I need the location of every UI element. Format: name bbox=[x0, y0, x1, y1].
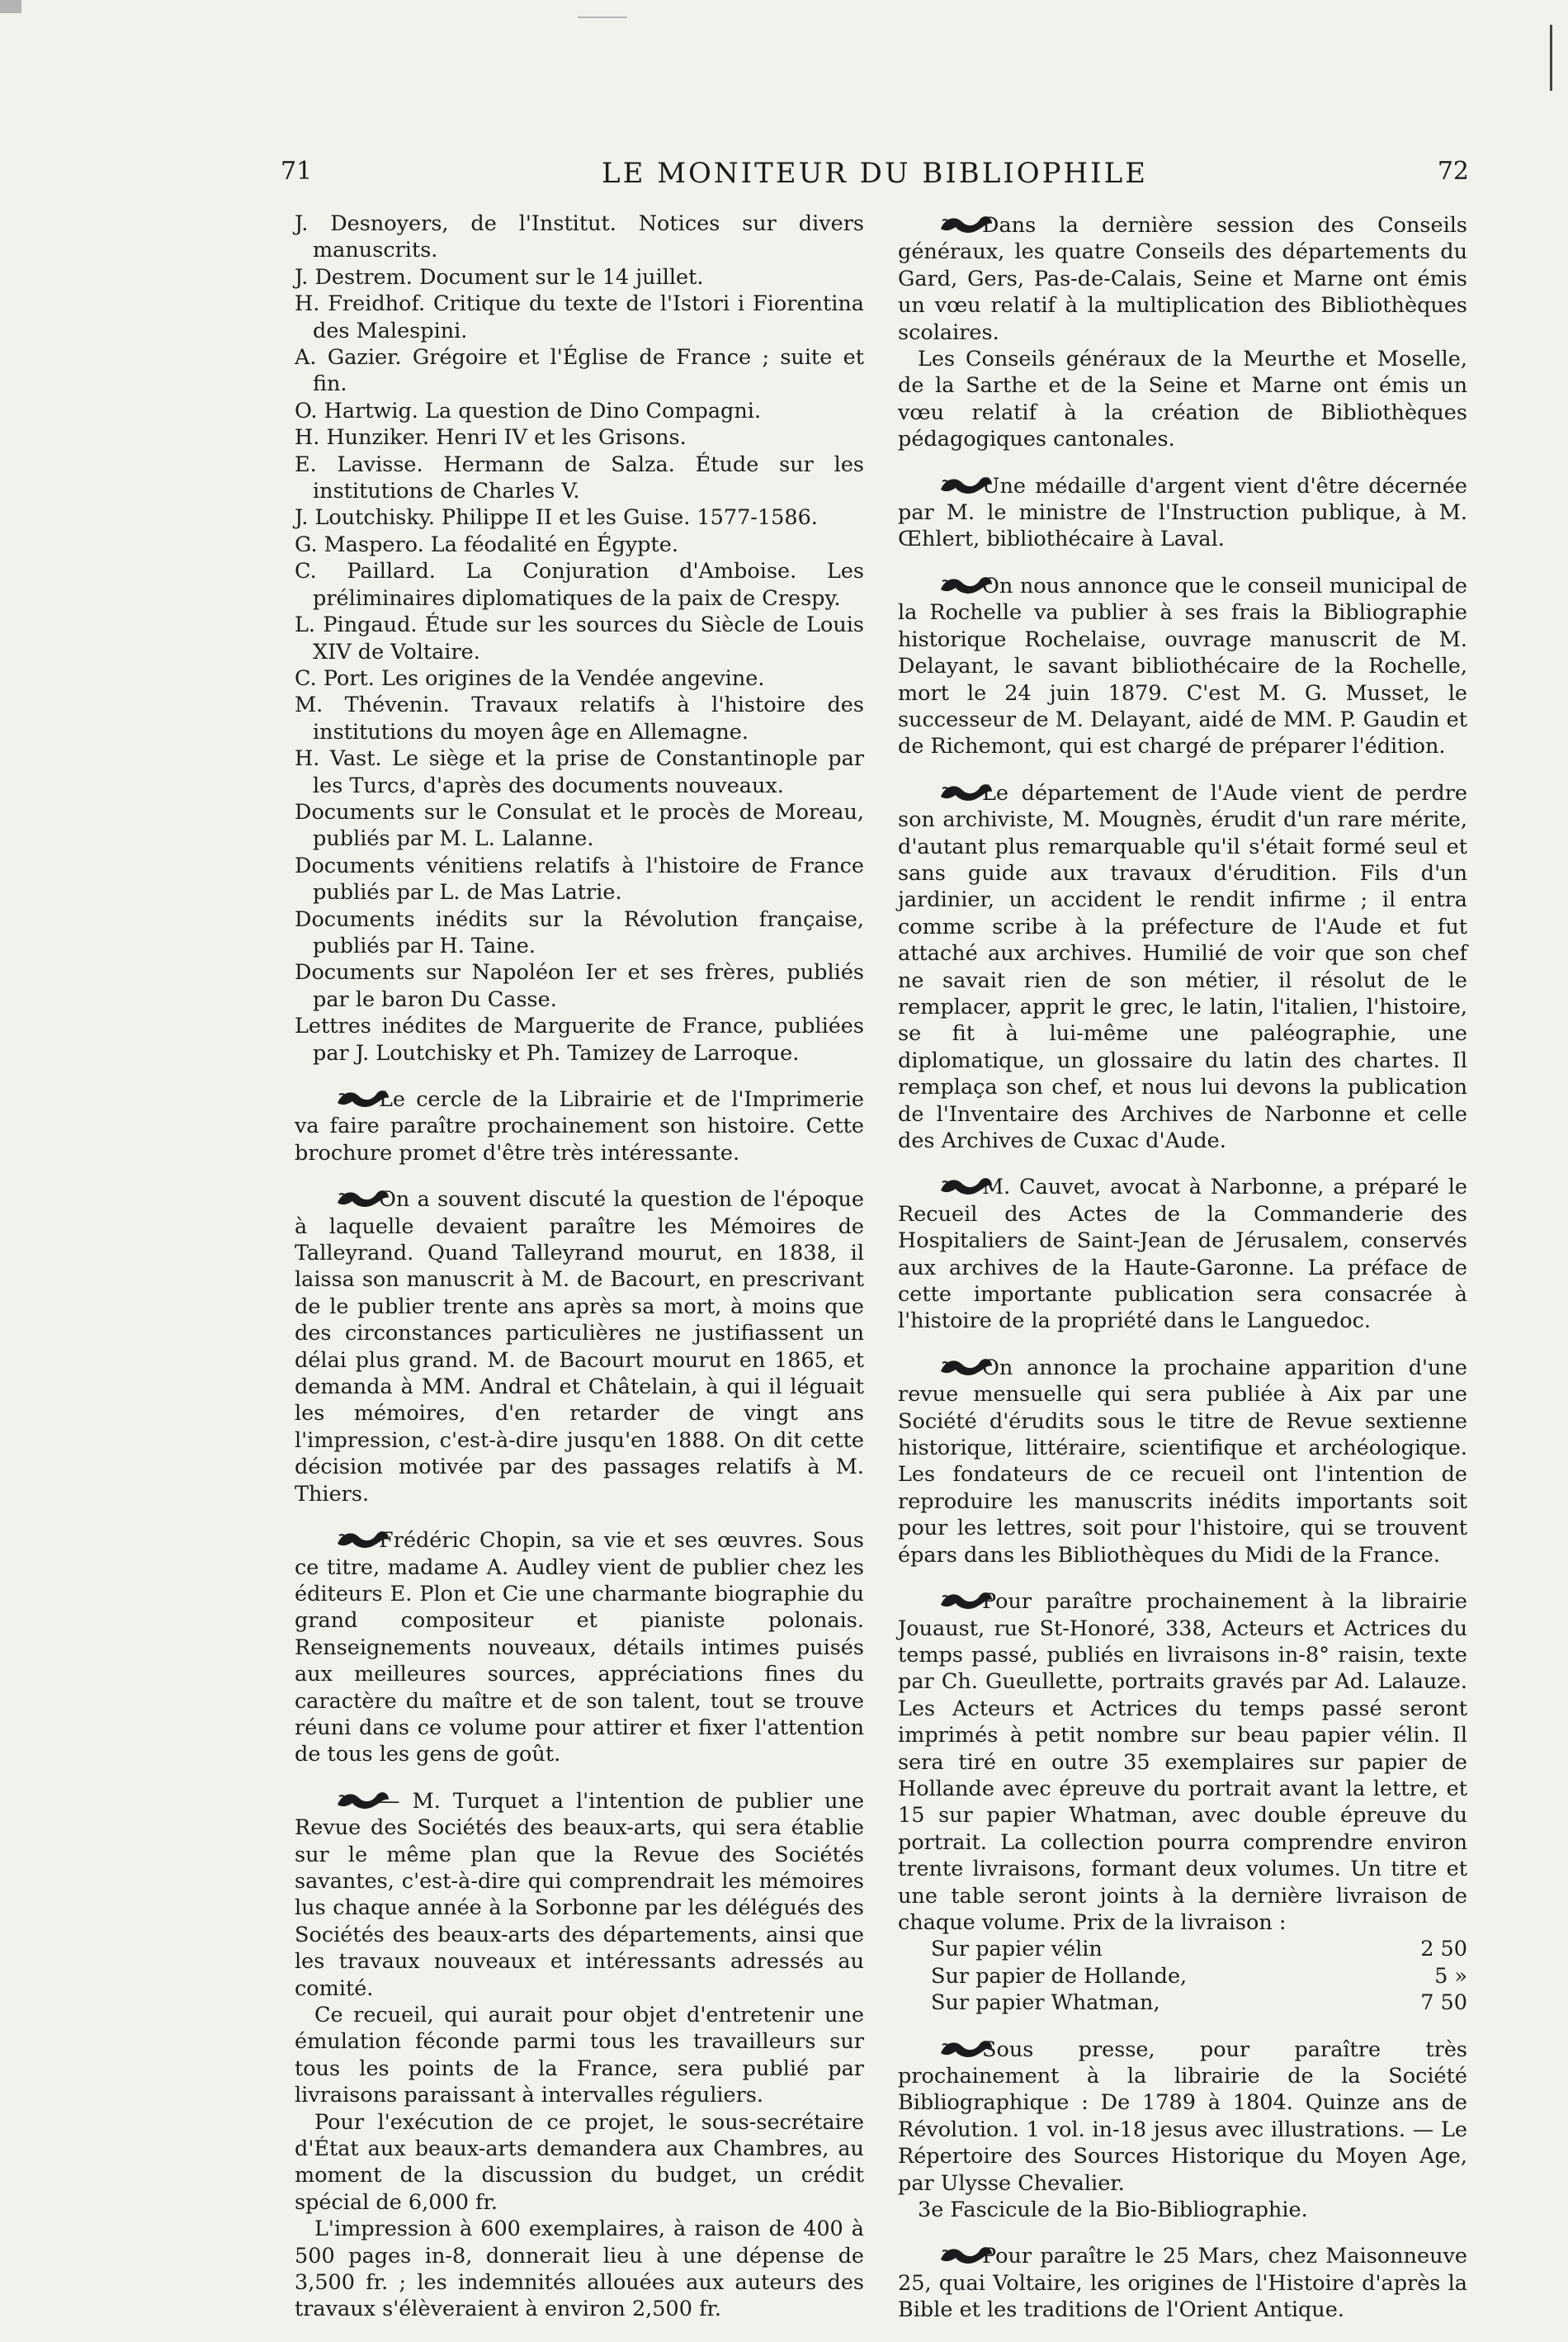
notice-sous-presse bbox=[898, 2035, 1467, 2224]
list-entry: C. Paillard. La Conjuration d'Amboise. Les préliminaires diplomatiques de la paix de Crespy. bbox=[295, 559, 864, 611]
price-list bbox=[898, 1936, 1467, 2016]
notice-paragraph: 3e Fascicule de la Bio-Bibliographie. bbox=[918, 2198, 1308, 2223]
scan-speckle bbox=[0, 0, 21, 13]
notice-text: M. Cauvet, avocat à Narbonne, a préparé le Recueil des Actes de la Commanderie des Hospitaliers de Saint-Jean de Jérusalem, conservés aux archives de la Haute-Garonne. La préface de cette importante publication sera consacrée à l'histoire de la propriété dans le Languedoc. bbox=[898, 1175, 1467, 1334]
fleuron-icon bbox=[918, 571, 975, 598]
fleuron-icon bbox=[918, 1353, 975, 1379]
list-entry: M. Thévenin. Travaux relatifs à l'histoire des institutions du moyen âge en Allemagne. bbox=[295, 693, 864, 745]
notice-aude bbox=[898, 778, 1467, 1155]
fleuron-icon bbox=[918, 471, 975, 498]
fleuron-icon bbox=[314, 1786, 372, 1813]
list-entry: Documents sur Napoléon Ier et ses frères, publiés par le baron Du Casse. bbox=[295, 960, 864, 1012]
price-value: 2 50 bbox=[1420, 1937, 1467, 1962]
notice-paragraph: Pour l'exécution de ce projet, le sous-secrétaire d'État aux beaux-arts demandera aux Chambres, au moment de la discussion du budget, un crédit spécial de 6,000 fr. bbox=[295, 2109, 864, 2215]
fleuron-icon bbox=[918, 2035, 975, 2061]
notice-text: Pour paraître le 25 Mars, chez Maisonneuve 25, quai Voltaire, les origines de l'Histoire d'après la Bible et les traditions de l'Orient Antique. bbox=[898, 2244, 1467, 2323]
fleuron-icon bbox=[314, 1085, 372, 1111]
price-row bbox=[898, 1990, 1467, 2016]
fleuron-icon bbox=[918, 211, 975, 237]
notice-text: — M. Turquet a l'intention de publier une Revue des Sociétés des beaux-arts, qui sera établie sur le même plan que la Revue des Sociétés savantes, c'est-à-dire qui comprendrait les mémoires lus chaque année à la Sorbonne par les délégués des Sociétés des beaux-arts des départements, ainsi que les travaux nouveaux et intéressants adressés au comité. bbox=[295, 1788, 864, 2001]
notice-text: Le cercle de la Librairie et de l'Imprimerie va faire paraître prochainement son histoire. Cette brochure promet d'être très intéressante. bbox=[295, 1087, 864, 1166]
notice-text: On annonce la prochaine apparition d'une revue mensuelle qui sera publiée à Aix par une Société d'érudits sous le titre de Revue sextienne historique, littéraire, scientifique et archéologique. Les fondateurs de ce recueil ont l'intention de reproduire les manuscrits inédits importants soit pour les lettres, soit pour l'histoire, qui se trouvent épars dans les Bibliothèques du Midi de la France. bbox=[898, 1355, 1467, 1568]
notice-cauvet bbox=[898, 1172, 1467, 1334]
notice-paragraph: Ce recueil, qui aurait pour objet d'entretenir une émulation féconde parmi tous les travailleurs sur tous les points de la France, sera publié par livraisons paraissant à intervalles réguliers. bbox=[295, 2003, 864, 2108]
list-entry: L. Pingaud. Étude sur les sources du Siècle de Louis XIV de Voltaire. bbox=[295, 613, 864, 665]
list-entry: Documents vénitiens relatifs à l'histoire de France publiés par L. de Mas Latrie. bbox=[295, 853, 864, 906]
list-entry: H. Freidhof. Critique du texte de l'Istori i Fiorentina des Malespini. bbox=[295, 291, 864, 343]
publication-list bbox=[295, 211, 864, 1067]
scan-edge-mark bbox=[1550, 25, 1552, 91]
notice-text: Le département de l'Aude vient de perdre son archiviste, M. Mougnès, érudit d'un rare mérite, d'autant plus remarquable qu'il s'était formé seul et sans guide aux travaux d'érudition. Fils d'un jardinier, un accident le rendit infirme ; il entra comme scribe à la préfecture de l'Aude et fut attaché aux archives. Humilié de voir que son chef ne savait rien de son métier, il résolut de le remplacer, apprit le grec, le latin, l'italien, l'histoire, se fit à lui-même une paléographie, une diplomatique, un glossaire du latin des chartes. Il remplaça son chef, et nous lui devons la publication de l'Inventaire des Archives de Narbonne et celle des Archives de Cuxac d'Aude. bbox=[898, 780, 1467, 1153]
list-entry: J. Desnoyers, de l'Institut. Notices sur divers manuscrits. bbox=[295, 211, 864, 263]
list-entry: Documents sur le Consulat et le procès de Moreau, publiés par M. L. Lalanne. bbox=[295, 799, 864, 852]
notice-paragraph: L'impression à 600 exemplaires, à raison de 400 à 500 pages in-8, donnerait lieu à une dépense de 3,500 fr. ; les indemnités allouées aux auteurs des travaux s'élèveraient à environ 2,500 fr. bbox=[295, 2217, 864, 2322]
notice-rochelle bbox=[898, 571, 1467, 760]
fleuron-icon bbox=[314, 1185, 372, 1211]
notice-jouaust bbox=[898, 1587, 1467, 2017]
scan-speckle bbox=[578, 17, 627, 18]
notice-text: On a souvent discuté la question de l'époque à laquelle devaient paraître les Mémoires de Talleyrand. Quand Talleyrand mourut, en 1838, il laissa son manuscrit à M. de Bacourt, en prescrivant de le publier trente ans après sa mort, à moins que des circonstances particulières ne justifiassent un délai plus grand. M. de Bacourt mourut en 1865, et demanda à MM. Andral et Châtelain, à qui il léguait les mémoires, d'en retarder de vingt ans l'impression, c'est-à-dire jusqu'en 1888. On dit cette décision motivée par des passages relatifs à M. Thiers. bbox=[295, 1187, 864, 1507]
page-number-left: 71 bbox=[281, 157, 313, 186]
fleuron-icon bbox=[918, 2241, 975, 2268]
list-entry: J. Loutchisky. Philippe II et les Guise. 1577-1586. bbox=[295, 505, 818, 531]
fleuron-icon bbox=[918, 1587, 975, 1613]
fleuron-icon bbox=[918, 1172, 975, 1199]
page-number-right: 72 bbox=[1437, 157, 1469, 186]
list-entry: H. Vast. Le siège et la prise de Constantinople par les Turcs, d'après des documents nouveaux. bbox=[295, 746, 864, 798]
list-entry: G. Maspero. La féodalité en Égypte. bbox=[295, 532, 678, 557]
notice-text: On nous annonce que le conseil municipal de la Rochelle va publier à ses frais la Bibliographie historique Rochelaise, ouvrage manuscrit de M. Delayant, le savant bibliothécaire de la Rochelle, mort le 24 juin 1879. C'est M. G. Musset, le successeur de M. Delayant, aidé de MM. P. Gaudin et de Richemont, qui est chargé de préparer l'édition. bbox=[898, 573, 1467, 759]
notice-text: Frédéric Chopin, sa vie et ses œuvres. Sous ce titre, madame A. Audley vient de publier chez les éditeurs E. Plon et Cie une charmante biographie du grand compositeur et pianiste polonais. Renseignements nouveaux, détails intimes puisés aux meilleures sources, appréciations fines du caractère du maître et de son talent, tout se trouve réuni dans ce volume pour attirer et fixer l'attention de tous les gens de goût. bbox=[295, 1528, 864, 1767]
notice-conseils-generaux bbox=[898, 211, 1467, 453]
notice-medaille bbox=[898, 471, 1467, 553]
notice-text: Une médaille d'argent vient d'être décernée par M. le ministre de l'Instruction publique, à M. Œhlert, bibliothécaire à Laval. bbox=[898, 473, 1467, 552]
notice-revue-sextienne bbox=[898, 1353, 1467, 1568]
left-column bbox=[295, 211, 864, 2341]
list-entry: O. Hartwig. La question de Dino Compagni. bbox=[295, 398, 762, 423]
notice-turquet bbox=[295, 1786, 864, 2323]
list-entry: H. Hunziker. Henri IV et les Grisons. bbox=[295, 425, 687, 451]
notice-paragraph: Les Conseils généraux de la Meurthe et Moselle, de la Sarthe et de la Seine et Marne ont émis un vœu relatif à la création de Bibliothèques pédagogiques cantonales. bbox=[898, 347, 1467, 452]
price-value: 5 » bbox=[1434, 1963, 1467, 1989]
price-row bbox=[898, 1936, 1467, 1962]
list-entry: J. Destrem. Document sur le 14 juillet. bbox=[295, 264, 704, 290]
list-entry: E. Lavisse. Hermann de Salza. Étude sur les institutions de Charles V. bbox=[295, 452, 864, 504]
list-entry: Lettres inédites de Marguerite de France, publiées par J. Loutchisky et Ph. Tamizey de Larroque. bbox=[295, 1014, 864, 1066]
notice-cercle-librairie bbox=[295, 1085, 864, 1166]
journal-title: LE MONITEUR DU BIBLIOPHILE bbox=[602, 157, 1148, 190]
fleuron-icon bbox=[314, 1526, 372, 1552]
list-entry: A. Gazier. Grégoire et l'Église de France ; suite et fin. bbox=[295, 345, 864, 397]
right-column bbox=[898, 211, 1467, 2342]
price-label: Sur papier de Hollande, bbox=[931, 1963, 1188, 1989]
notice-text: Sous presse, pour paraître très prochainement à la librairie de la Société Bibliographique : De 1789 à 1804. Quinze ans de Révolution. 1 vol. in-18 jesus avec illustrations. — Le Répertoire des Sources Historique du Moyen Age, par Ulysse Chevalier. bbox=[898, 2037, 1467, 2196]
notice-text: Pour paraître prochainement à la librairie Jouaust, rue St-Honoré, 338, Acteurs et Actrices du temps passé, publiés en livraisons in-8° raisin, texte par Ch. Gueullette, portraits gravés par Ad. Lalauze. Les Acteurs et Actrices du temps passé seront imprimés à petit nombre sur beau papier vélin. Il sera tiré en outre 35 exemplaires sur papier de Hollande avec épreuve du portrait avant la lettre, et 15 sur papier Whatman, avec double épreuve du portrait. La collection pourra comprendre environ trente livraisons, formant deux volumes. Un titre et une table seront joints à la dernière livraison de chaque volume. Prix de la livraison : bbox=[898, 1589, 1467, 1935]
list-entry: Documents inédits sur la Révolution française, publiés par H. Taine. bbox=[295, 906, 864, 958]
notice-chopin bbox=[295, 1526, 864, 1768]
price-label: Sur papier Whatman, bbox=[931, 1990, 1160, 2016]
price-value: 7 50 bbox=[1420, 1990, 1467, 2016]
notice-text: Dans la dernière session des Conseils généraux, les quatre Conseils des départements du Gard, Gers, Pas-de-Calais, Seine et Marne ont émis un vœu relatif à la multiplication des Bibliothèques scolaires. bbox=[898, 213, 1467, 345]
list-entry: C. Port. Les origines de la Vendée angevine. bbox=[295, 665, 765, 691]
price-row bbox=[898, 1963, 1467, 1990]
price-label: Sur papier vélin bbox=[931, 1937, 1103, 1962]
page-header bbox=[281, 157, 1469, 198]
fleuron-icon bbox=[918, 778, 975, 805]
notice-maisonneuve bbox=[898, 2241, 1467, 2323]
notice-talleyrand bbox=[295, 1185, 864, 1507]
